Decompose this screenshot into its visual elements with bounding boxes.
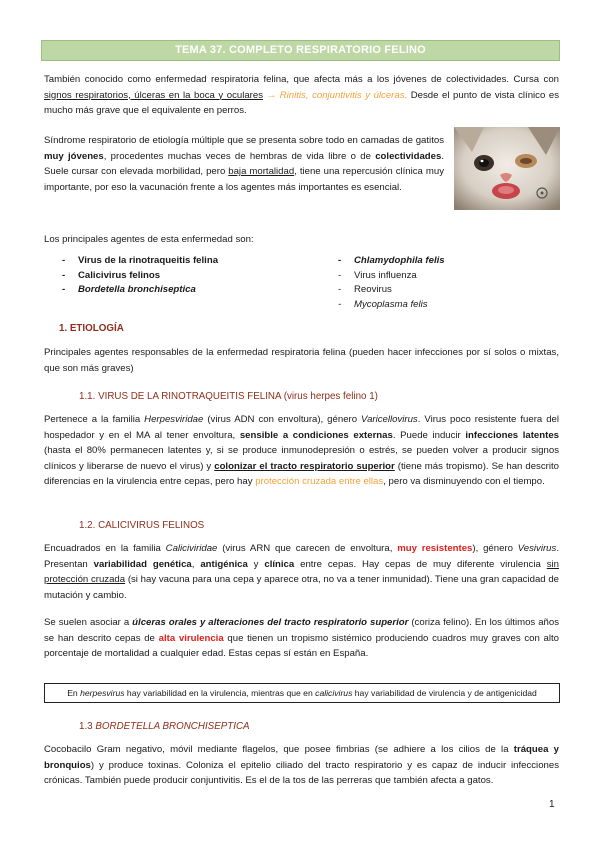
italic-text: Caliciviridae: [165, 543, 218, 554]
text: . Virus poco resistente fuera del hospedador y en el MA al tener envoltura,: [44, 414, 560, 441]
list-item: - Mycoplasma felis: [338, 298, 445, 313]
text: En: [67, 688, 81, 698]
rinotraqueitis-paragraph: [44, 412, 559, 490]
list-item: - Calicivirus felinos: [62, 269, 218, 284]
text: (tiene más tropismo). Se han descrito diferencias en la virulencia entre cepas, pero hay: [44, 460, 559, 488]
text: , procedentes muchas veces de hembras de vida libre o de: [103, 150, 376, 162]
list-item: - Virus de la rinotraqueitis felina: [62, 254, 218, 269]
heading-number: 1.3: [79, 721, 96, 732]
heading-italic-text: BORDETELLA BRONCHISEPTICA: [95, 721, 250, 732]
text: (virus ADN con envoltura), género: [203, 414, 362, 425]
calicivirus-paragraph: [44, 541, 559, 603]
text: . Suele cursar con elevada morbilidad, pero: [44, 150, 444, 178]
text: Cocobacilo Gram negativo, móvil mediante flagelos, que posee fimbrias (se adhiere a los cilios de la: [44, 744, 514, 755]
italic-text: calicivirus: [315, 688, 353, 698]
text: (coriza felino). En los últimos años se han descrito cepas de: [44, 617, 559, 644]
etiologia-paragraph: Principales agentes responsables de la enfermedad respiratoria felina (pueden hacer infecciones por sí solos o mixtas, que son más graves): [44, 347, 559, 374]
text: Se suelen asociar a: [44, 617, 133, 628]
text: (si hay vacuna para una cepa y aparece otra, no va a tener inmunidad). Tiene una gran capacidad de mutación y cambio.: [44, 574, 559, 601]
text: ,: [191, 558, 201, 570]
bold-text: tráquea y bronquios: [44, 744, 559, 771]
section-heading-etiologia: 1. ETIOLOGÍA: [59, 323, 124, 334]
italic-text: Varicellovirus: [361, 414, 418, 425]
intro-paragraph: [44, 72, 559, 119]
list-item: - Virus influenza: [338, 269, 445, 284]
text: (virus ARN que carecen de envoltura,: [217, 543, 398, 554]
red-highlight-text: alta virulencia: [158, 632, 224, 644]
underlined-text: signos respiratorios, úlceras en la boca y oculares: [44, 89, 264, 101]
agents-list-left: [62, 254, 218, 298]
bold-text: muy jóvenes: [44, 150, 104, 162]
italic-text: Herpesviridae: [144, 414, 204, 425]
syndrome-paragraph: [44, 133, 444, 195]
italic-text: Vesivirus: [517, 543, 557, 554]
text: entre cepas. Hay cepas de muy diferente virulencia: [294, 558, 547, 570]
bold-text: infecciones latentes: [465, 429, 559, 441]
agents-list-right: [338, 254, 445, 312]
text: hay variabilidad en la virulencia, mientras que en: [124, 688, 316, 698]
bold-italic-text: úlceras orales y alteraciones del tracto respiratorio superior: [132, 617, 409, 628]
kitten-photo: [454, 127, 560, 210]
highlight-text: Rinitis, conjuntivitis y úlceras.: [279, 89, 408, 101]
list-item: - Reovirus: [338, 283, 445, 298]
bold-text: variabilidad genética: [93, 558, 192, 570]
text: y: [247, 558, 265, 570]
section-heading-calicivirus: 1.2. CALICIVIRUS FELINOS: [79, 520, 205, 531]
text: Desde el punto de vista clínico es mucho más grave que el equivalente en perros.: [44, 89, 559, 117]
text: Encuadrados en la familia: [44, 543, 166, 554]
agents-intro: Los principales agentes de esta enfermedad son:: [44, 234, 254, 245]
italic-text: herpesvirus: [80, 688, 125, 698]
text: . Presentan: [44, 543, 559, 570]
underlined-text: baja mortalidad: [228, 166, 295, 178]
bold-text: clínica: [264, 558, 295, 570]
arrow: →: [263, 89, 280, 101]
highlight-text: protección cruzada entre ellas: [255, 476, 384, 488]
text: que tienen un tropismo sistémico produciendo cuadros muy graves con alto porcentaje de mortalidad a cualquier edad. Estas cepas sí están en España.: [44, 632, 559, 660]
bold-text: sensible a condiciones externas: [239, 429, 393, 441]
bold-underlined-text: colonizar el tracto respiratorio superior: [214, 460, 395, 472]
list-item: - Bordetella bronchiseptica: [62, 283, 218, 298]
text: También conocido como enfermedad respiratoria felina, que afecta más a los jóvenes de colectividades. Cursa con: [44, 74, 559, 85]
text: . Puede inducir: [392, 429, 466, 441]
text: , pero va disminuyendo con el tiempo.: [383, 476, 545, 488]
page-number: 1: [549, 799, 555, 810]
text: ) y produce toxinas. Coloniza el epitelio ciliado del tracto respiratorio y es capaz de inducir infecciones crónicas. También puede producir conjuntivitis. Es el de la tos de las perreras que también afecta a gatos.: [44, 759, 559, 787]
underlined-text: sin protección cruzada: [44, 558, 559, 586]
text: (hasta el 80% permanecen latentes y, si se produce inmunodepresión o estrés, se pueden volver a producir signos clínicos y liberarse de nuevo el virus) y: [44, 445, 559, 472]
text: ), género: [472, 543, 518, 554]
kitten-face-image: [454, 127, 560, 210]
page-title: TEMA 37. COMPLETO RESPIRATORIO FELINO: [175, 44, 426, 56]
section-heading-rinotraqueitis: 1.1. VIRUS DE LA RINOTRAQUEITIS FELINA (virus herpes felino 1): [79, 391, 378, 402]
bordetella-paragraph: [44, 742, 559, 789]
calicivirus-paragraph-2: [44, 615, 559, 662]
text: , tiene una repercusión clínica muy importante, por eso la vacunación frente a los agentes más importantes es esencial.: [44, 166, 444, 193]
red-highlight-text: muy resistentes: [397, 543, 473, 554]
text: Pertenece a la familia: [44, 414, 145, 425]
list-item: - Chlamydophila felis: [338, 254, 445, 269]
section-heading-bordetella: [79, 719, 250, 735]
summary-note-box: [44, 683, 560, 703]
text: hay variabilidad de virulencia y de antigenicidad: [352, 688, 537, 698]
bold-text: colectividades: [375, 150, 442, 162]
title-banner: [41, 40, 560, 61]
bold-text: antigénica: [200, 558, 248, 570]
text: Síndrome respiratorio de etiología múltiple que se presenta sobre todo en camadas de gatitos: [44, 135, 444, 146]
